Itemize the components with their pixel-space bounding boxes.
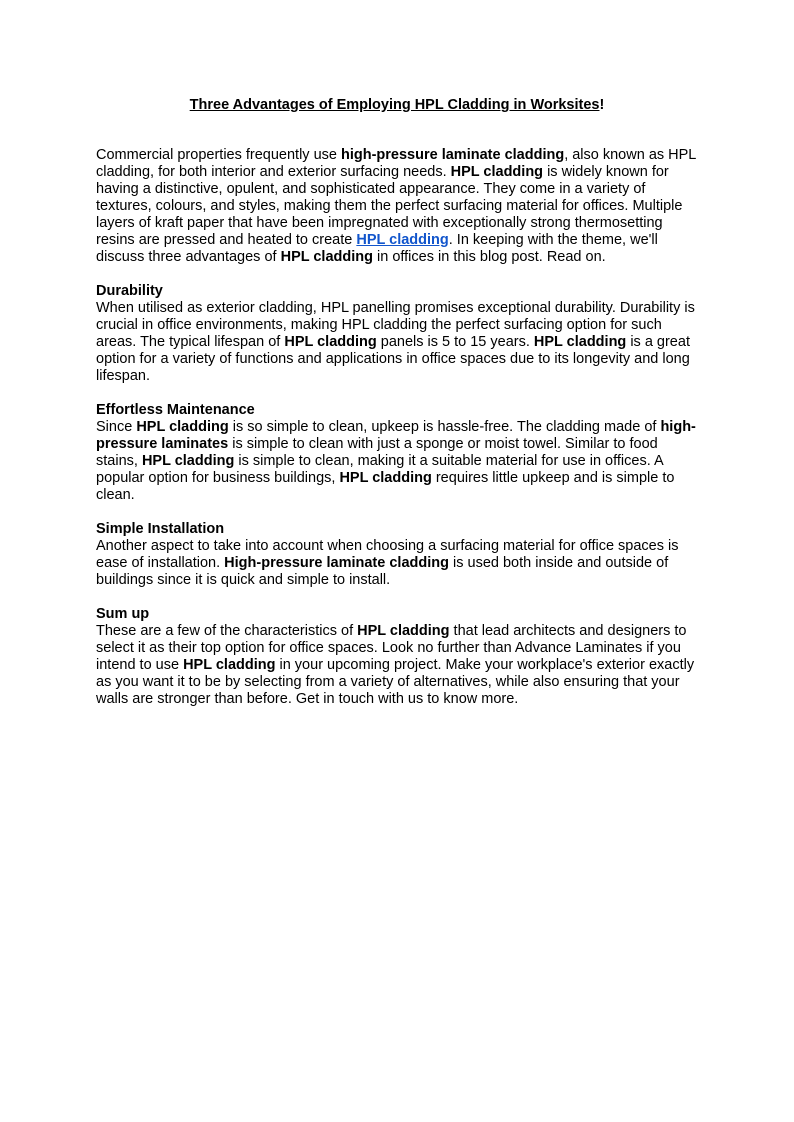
durability-bold-term: HPL cladding: [284, 334, 377, 350]
maintenance-text: Since: [96, 419, 137, 435]
hpl-cladding-link[interactable]: HPL cladding: [356, 232, 449, 248]
maintenance-text: requires little upkeep and is simple to clean.: [96, 470, 675, 503]
installation-bold-term: High-pressure laminate cladding: [224, 555, 449, 571]
installation-paragraph: [96, 538, 700, 589]
durability-text: When utilised as exterior cladding, HPL panelling promises exceptional durability. Durability is crucial in office environments, making HPL cladding the perfect surfacing option for such areas. The typical lifespan of: [96, 300, 695, 350]
sumup-text: that lead architects and designers to select it as their top option for office spaces. Look no further than Advance Laminates if you intend to use: [96, 623, 687, 673]
maintenance-bold-term: HPL cladding: [141, 453, 235, 469]
maintenance-bold-term: high-pressure laminates: [96, 419, 696, 452]
sumup-paragraph: [96, 623, 700, 708]
intro-text: is widely known for having a distinctive, opulent, and sophisticated appearance. They come in a variety of textures, colours, and styles, making them the perfect surfacing material for offices. Multiple layers of kraft paper that have been impregnated with exceptionally strong thermosetting resins are pressed and heated to create: [96, 164, 683, 248]
maintenance-bold-term: HPL cladding: [136, 419, 229, 435]
installation-heading: Simple Installation: [96, 521, 225, 537]
maintenance-paragraph: [96, 419, 700, 504]
durability-text: panels is 5 to 15 years.: [376, 334, 534, 350]
durability-text: is a great option for a variety of functions and applications in office spaces due to its longevity and long lifespan.: [96, 334, 690, 384]
maintenance-bold-term: HPL cladding: [339, 470, 432, 486]
intro-paragraph: [96, 147, 700, 266]
intro-text: . In keeping with the theme, we'll discuss three advantages of: [96, 232, 658, 265]
sumup-text: These are a few of the characteristics of: [96, 623, 358, 639]
title-suffix: !: [599, 97, 605, 113]
installation-text: is used both inside and outside of buildings since it is quick and simple to install.: [96, 555, 669, 588]
intro-bold-term: high-pressure laminate cladding: [341, 147, 565, 163]
sumup-bold-term: HPL cladding: [183, 657, 276, 673]
document-body: [96, 147, 700, 725]
maintenance-text: is simple to clean with just a sponge or moist towel. Similar to food stains,: [96, 436, 658, 469]
maintenance-text: is so simple to clean, upkeep is hassle-free. The cladding made of: [228, 419, 661, 435]
durability-paragraph: [96, 300, 700, 385]
intro-text: in offices in this blog post. Read on.: [372, 249, 606, 265]
durability-heading: Durability: [96, 283, 163, 299]
maintenance-text: is simple to clean, making it a suitable material for use in offices. A popular option for business buildings,: [96, 453, 663, 486]
title-text: Three Advantages of Employing HPL Cladding in Worksites: [189, 97, 600, 113]
maintenance-heading: Effortless Maintenance: [96, 402, 255, 418]
installation-text: Another aspect to take into account when choosing a surfacing material for office spaces is ease of installation.: [96, 538, 679, 571]
intro-text: , also known as HPL cladding, for both interior and exterior surfacing needs.: [96, 147, 696, 180]
intro-bold-term: HPL cladding: [280, 249, 373, 265]
durability-bold-term: HPL cladding: [533, 334, 627, 350]
sumup-bold-term: HPL cladding: [357, 623, 450, 639]
sumup-text: in your upcoming project. Make your workplace's exterior exactly as you want it to be by selecting from a variety of alternatives, while also ensuring that your walls are stronger than before. Get in touch with us to know more.: [96, 657, 695, 707]
intro-text: Commercial properties frequently use: [96, 147, 341, 163]
sumup-heading: Sum up: [96, 606, 150, 622]
intro-bold-term: HPL cladding: [450, 164, 544, 180]
document-title: [0, 95, 794, 115]
